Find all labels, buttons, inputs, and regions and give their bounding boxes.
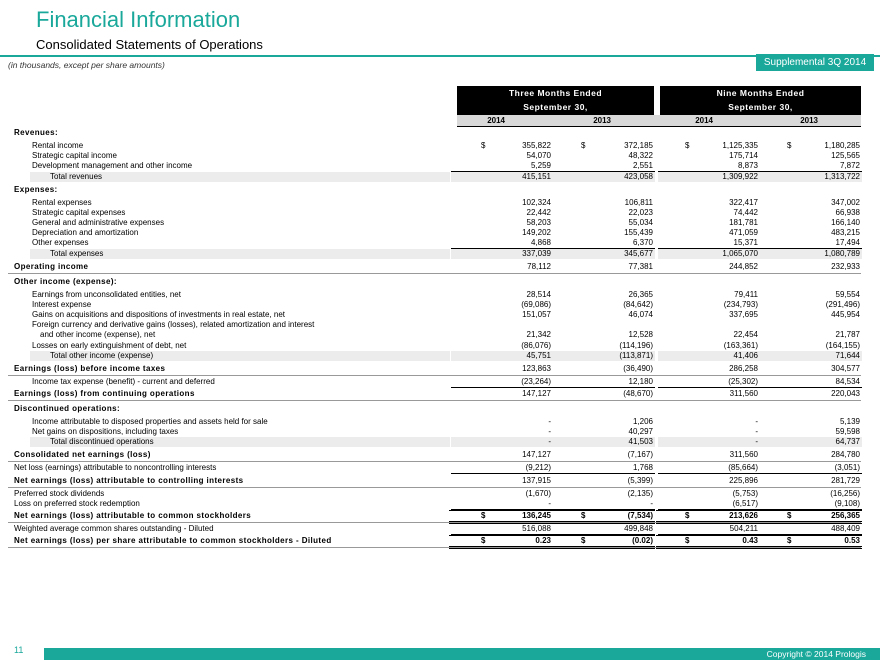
table-row: [0, 151, 880, 161]
row-separator: [8, 375, 861, 376]
cell-value: 59,554: [835, 290, 860, 299]
table-row: [0, 341, 880, 351]
row-label: Total revenues: [50, 172, 103, 181]
dollar-sign: $: [481, 511, 486, 520]
cell-value: 28,514: [526, 290, 551, 299]
row-separator: [8, 487, 861, 488]
row-label: Other income (expense):: [14, 277, 118, 286]
cell-value: 322,417: [729, 198, 758, 207]
row-label: Net loss (earnings) attributable to noncontrolling interests: [14, 463, 217, 472]
cell-value: -: [755, 427, 758, 436]
dollar-sign: $: [481, 141, 486, 150]
row-separator: [8, 522, 861, 523]
table-row: [0, 161, 880, 171]
row-label: Income tax expense (benefit) - current and deferred: [32, 377, 215, 386]
row-label: Discontinued operations:: [14, 404, 121, 413]
cell-value: 7,872: [839, 161, 860, 170]
cell-value: 21,787: [835, 330, 860, 339]
total-rule: [758, 548, 862, 549]
units-note: (in thousands, except per share amounts): [8, 60, 165, 70]
cell-value: 66,938: [835, 208, 860, 217]
cell-value: 304,577: [831, 364, 860, 373]
cell-value: 244,852: [729, 262, 758, 271]
cell-value: 256,365: [831, 511, 860, 520]
row-separator: [8, 461, 861, 462]
cell-value: 166,140: [831, 218, 860, 227]
cell-value: 232,933: [831, 262, 860, 271]
row-label: and other income (expense), net: [40, 330, 156, 339]
cell-value: (1,670): [525, 489, 551, 498]
cell-value: (5,753): [732, 489, 758, 498]
cell-value: 78,112: [527, 262, 551, 271]
cell-value: 40,297: [628, 427, 653, 436]
cell-value: 137,915: [522, 476, 551, 485]
row-label: Total expenses: [50, 249, 104, 258]
cell-value: 41,503: [628, 437, 653, 446]
three-months-header: [457, 86, 654, 115]
cell-value: -: [548, 437, 551, 446]
row-label: Net earnings (loss) attributable to controlling interests: [14, 476, 244, 485]
cell-value: -: [650, 499, 653, 508]
cell-value: (85,664): [728, 463, 758, 472]
subtotal-rule: [451, 473, 553, 474]
cell-value: (84,642): [623, 300, 653, 309]
cell-value: (5,399): [627, 476, 653, 485]
cell-value: 213,626: [729, 511, 758, 520]
table-row: [0, 450, 880, 460]
subtotal-rule: [760, 473, 862, 474]
cell-value: 2,551: [632, 161, 653, 170]
row-label: Gains on acquisitions and dispositions of investments in real estate, net: [32, 310, 286, 319]
total-rule: [551, 548, 655, 549]
cell-value: 1,180,285: [824, 141, 860, 150]
cell-value: 499,848: [624, 524, 653, 533]
cell-value: 22,442: [526, 208, 551, 217]
cell-value: (234,793): [723, 300, 758, 309]
cell-value: -: [755, 437, 758, 446]
cell-value: (23,264): [521, 377, 551, 386]
cell-value: 181,781: [729, 218, 758, 227]
cell-value: -: [548, 499, 551, 508]
cell-value: 15,371: [733, 238, 758, 247]
cell-value: 149,202: [522, 228, 551, 237]
cell-value: 311,560: [729, 450, 758, 459]
row-label: Total other income (expense): [50, 351, 154, 360]
table-row: [0, 351, 880, 361]
cell-value: 17,494: [835, 238, 860, 247]
total-rule: [656, 548, 760, 549]
cell-value: 281,729: [831, 476, 860, 485]
cell-value: (3,051): [834, 463, 860, 472]
table-row: [0, 463, 880, 473]
row-label: Other expenses: [32, 238, 89, 247]
cell-value: 1,768: [632, 463, 653, 472]
row-label: Foreign currency and derivative gains (losses), related amortization and interest: [32, 320, 315, 329]
row-label: Weighted average common shares outstanding - Diluted: [14, 524, 214, 533]
cell-value: 0.23: [535, 536, 551, 545]
cell-value: 423,058: [624, 172, 653, 181]
cell-value: (9,212): [525, 463, 551, 472]
dollar-sign: $: [685, 511, 690, 520]
row-label: Consolidated net earnings (loss): [14, 450, 151, 459]
cell-value: (163,361): [723, 341, 758, 350]
cell-value: 155,439: [624, 228, 653, 237]
row-label: General and administrative expenses: [32, 218, 165, 227]
nine-months-line2: September 30,: [728, 102, 793, 112]
cell-value: (16,256): [830, 489, 860, 498]
cell-value: 5,259: [530, 161, 551, 170]
dollar-sign: $: [581, 141, 586, 150]
cell-value: (114,196): [619, 341, 653, 350]
cell-value: 54,070: [526, 151, 551, 160]
cell-value: 84,534: [835, 377, 860, 386]
cell-value: 4,868: [530, 238, 551, 247]
cell-value: 26,365: [628, 290, 653, 299]
table-row: [0, 437, 880, 447]
table-row: [0, 476, 880, 486]
row-label: Total discontinued operations: [50, 437, 154, 446]
table-row: [0, 511, 880, 521]
dollar-sign: $: [685, 536, 690, 545]
row-label: Earnings (loss) before income taxes: [14, 364, 166, 373]
total-rule: [656, 510, 760, 511]
cell-value: -: [548, 417, 551, 426]
cell-value: 220,043: [831, 389, 860, 398]
table-row: [0, 172, 880, 182]
cell-value: 471,059: [729, 228, 758, 237]
table-row: [0, 218, 880, 228]
table-row: [0, 310, 880, 320]
cell-value: 445,954: [831, 310, 860, 319]
total-rule: [758, 535, 862, 536]
cell-value: (0.02): [632, 536, 653, 545]
total-rule: [449, 535, 553, 536]
row-label: Development management and other income: [32, 161, 193, 170]
cell-value: 355,822: [522, 141, 551, 150]
cell-value: 123,863: [522, 364, 551, 373]
subtotal-rule: [760, 387, 862, 388]
cell-value: (7,534): [627, 511, 653, 520]
cell-value: 1,080,789: [824, 249, 860, 258]
cell-value: 151,057: [522, 310, 551, 319]
cell-value: 64,737: [835, 437, 860, 446]
cell-value: 8,873: [737, 161, 758, 170]
table-row: [0, 262, 880, 272]
table-row: [0, 277, 880, 287]
row-separator: [8, 400, 861, 401]
subtotal-rule: [658, 473, 760, 474]
cell-value: 1,309,922: [722, 172, 758, 181]
row-label: Depreciation and amortization: [32, 228, 139, 237]
total-rule: [656, 535, 760, 536]
row-label: Income attributable to disposed properties and assets held for sale: [32, 417, 268, 426]
cell-value: -: [548, 427, 551, 436]
cell-value: 415,151: [522, 172, 551, 181]
cell-value: 483,215: [831, 228, 860, 237]
row-label: Strategic capital expenses: [32, 208, 126, 217]
dollar-sign: $: [787, 511, 792, 520]
row-label: Net earnings (loss) per share attributable to common stockholders - Diluted: [14, 536, 332, 545]
row-label: Interest expense: [32, 300, 92, 309]
table-row: [0, 377, 880, 387]
table-row: [0, 427, 880, 437]
table-row: [0, 228, 880, 238]
cell-value: 347,002: [831, 198, 860, 207]
cell-value: (25,302): [728, 377, 758, 386]
cell-value: 46,074: [628, 310, 653, 319]
dollar-sign: $: [581, 536, 586, 545]
cell-value: 0.43: [742, 536, 758, 545]
three-months-line1: Three Months Ended: [508, 88, 603, 98]
cell-value: 74,442: [733, 208, 758, 217]
cell-value: 372,185: [624, 141, 653, 150]
year-col-4: 2013: [800, 116, 818, 125]
cell-value: (36,490): [623, 364, 653, 373]
table-row: [0, 417, 880, 427]
row-label: Losses on early extinguishment of debt, net: [32, 341, 187, 350]
cell-value: 284,780: [831, 450, 860, 459]
table-row: [0, 536, 880, 546]
supplemental-badge: Supplemental 3Q 2014: [756, 54, 874, 71]
cell-value: (69,086): [521, 300, 551, 309]
cell-value: 5,139: [839, 417, 860, 426]
cell-value: (6,517): [732, 499, 758, 508]
cell-value: (9,108): [834, 499, 860, 508]
dollar-sign: $: [787, 536, 792, 545]
table-row: [0, 238, 880, 248]
cell-value: 286,258: [729, 364, 758, 373]
total-rule: [551, 510, 655, 511]
total-rule: [551, 535, 655, 536]
table-row: [0, 389, 880, 399]
cell-value: (86,076): [521, 341, 551, 350]
cell-value: 311,560: [729, 389, 758, 398]
total-rule: [449, 510, 553, 511]
cell-value: (113,871): [619, 351, 653, 360]
row-label: Expenses:: [14, 185, 58, 194]
cell-value: (291,496): [825, 300, 860, 309]
cell-value: 147,127: [522, 450, 551, 459]
row-label: Rental expenses: [32, 198, 92, 207]
cell-value: (2,135): [627, 489, 653, 498]
row-label: Net earnings (loss) attributable to common stockholders: [14, 511, 252, 520]
table-row: [0, 128, 880, 138]
year-col-3: 2014: [695, 116, 713, 125]
table-row: [0, 198, 880, 208]
row-separator: [8, 273, 861, 274]
table-row: [0, 364, 880, 374]
nine-months-header: [660, 86, 861, 115]
cell-value: (164,155): [825, 341, 860, 350]
cell-value: 337,039: [522, 249, 551, 258]
cell-value: -: [755, 417, 758, 426]
row-label: Loss on preferred stock redemption: [14, 499, 140, 508]
year-col-2: 2013: [593, 116, 611, 125]
cell-value: 1,206: [632, 417, 653, 426]
page-title: Financial Information: [36, 7, 241, 32]
table-row: [0, 290, 880, 300]
row-label: Rental income: [32, 141, 84, 150]
cell-value: 1,313,722: [824, 172, 860, 181]
cell-value: 504,211: [729, 524, 758, 533]
table-row: [0, 208, 880, 218]
cell-value: 345,677: [624, 249, 653, 258]
footer-bar: [0, 648, 880, 660]
cell-value: 22,023: [628, 208, 653, 217]
table-row: [0, 185, 880, 195]
cell-value: 21,342: [526, 330, 551, 339]
page-number: 11: [14, 645, 24, 655]
page-subtitle: Consolidated Statements of Operations: [36, 37, 263, 52]
subtotal-rule: [451, 387, 553, 388]
cell-value: 41,406: [733, 351, 758, 360]
row-label: Net gains on dispositions, including taxes: [32, 427, 179, 436]
dollar-sign: $: [481, 536, 486, 545]
dollar-sign: $: [787, 141, 792, 150]
table-row: [0, 499, 880, 509]
subtotal-rule: [658, 387, 760, 388]
cell-value: 22,454: [733, 330, 758, 339]
cell-value: 6,370: [632, 238, 653, 247]
subtotal-rule: [553, 473, 655, 474]
row-label: Operating income: [14, 262, 89, 271]
year-col-1: 2014: [487, 116, 505, 125]
cell-value: 12,528: [628, 330, 653, 339]
table-row: [0, 330, 880, 340]
total-rule: [758, 510, 862, 511]
cell-value: 59,598: [835, 427, 860, 436]
total-rule: [449, 548, 553, 549]
cell-value: 337,695: [729, 310, 758, 319]
cell-value: 12,180: [628, 377, 653, 386]
cell-value: 45,751: [526, 351, 551, 360]
table-row: [0, 320, 880, 330]
table-row: [0, 249, 880, 259]
row-label: Strategic capital income: [32, 151, 117, 160]
table-row: [0, 524, 880, 534]
table-row: [0, 489, 880, 499]
copyright: Copyright © 2014 Prologis: [766, 649, 866, 659]
cell-value: (48,670): [623, 389, 653, 398]
cell-value: 147,127: [522, 389, 551, 398]
row-label: Earnings from unconsolidated entities, net: [32, 290, 181, 299]
cell-value: 175,714: [729, 151, 758, 160]
cell-value: 48,322: [628, 151, 653, 160]
row-label: Earnings (loss) from continuing operations: [14, 389, 195, 398]
cell-value: 516,088: [522, 524, 551, 533]
dollar-sign: $: [581, 511, 586, 520]
cell-value: 102,324: [522, 198, 551, 207]
nine-months-line1: Nine Months Ended: [716, 88, 805, 98]
subtotal-rule: [553, 387, 655, 388]
header-divider: [0, 55, 880, 57]
table-row: [0, 300, 880, 310]
dollar-sign: $: [685, 141, 690, 150]
row-label: Revenues:: [14, 128, 59, 137]
cell-value: 71,644: [835, 351, 860, 360]
cell-value: 58,203: [526, 218, 551, 227]
cell-value: 79,411: [734, 290, 758, 299]
cell-value: 1,065,070: [722, 249, 758, 258]
cell-value: (7,167): [627, 450, 653, 459]
cell-value: 0.53: [844, 536, 860, 545]
cell-value: 106,811: [624, 198, 653, 207]
cell-value: 77,381: [628, 262, 653, 271]
three-months-line2: September 30,: [523, 102, 588, 112]
cell-value: 125,565: [831, 151, 860, 160]
cell-value: 225,896: [729, 476, 758, 485]
row-separator: [8, 547, 861, 548]
row-label: Preferred stock dividends: [14, 489, 105, 498]
cell-value: 136,245: [522, 511, 551, 520]
cell-value: 1,125,335: [722, 141, 758, 150]
table-row: [0, 141, 880, 151]
table-row: [0, 404, 880, 414]
cell-value: 488,409: [831, 524, 860, 533]
cell-value: 55,034: [628, 218, 653, 227]
